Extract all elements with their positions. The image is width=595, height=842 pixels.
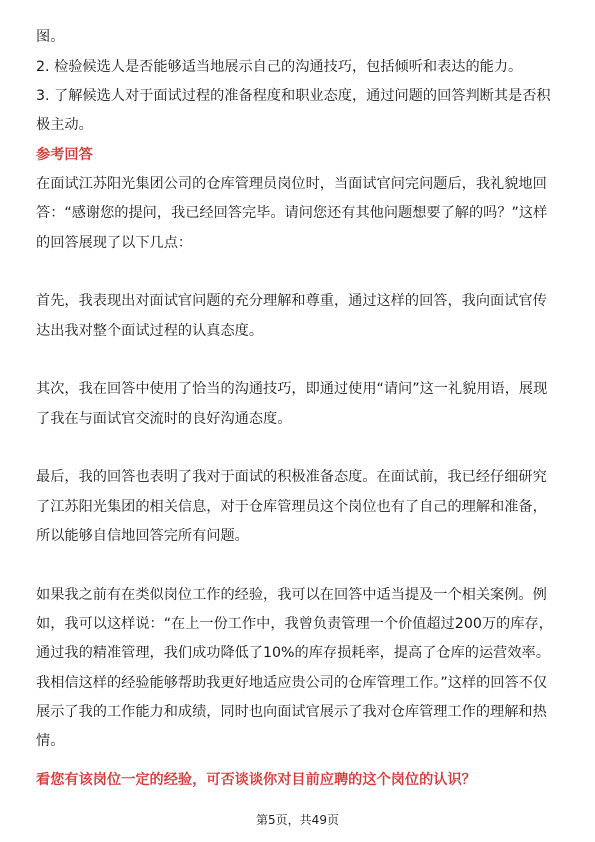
text-line: 2. 检验候选人是否能够适当地展示自己的沟通技巧，包括倾听和表达的能力。 (36, 59, 523, 75)
text-line: 图。 (36, 29, 65, 45)
text-line: 达出我对整个面试过程的认真态度。 (36, 323, 264, 339)
text-line: 如，我可以这样说：“在上一份工作中，我曾负责管理一个价值超过200万的库存， (36, 616, 553, 632)
text-line: 在面试江苏阳光集团公司的仓库管理员岗位时，当面试官问完问题后，我礼貌地回 (36, 176, 547, 192)
text-line: 的回答展现了以下几点： (36, 235, 193, 251)
text-line: 首先，我表现出对面试官问题的充分理解和尊重，通过这样的回答，我向面试官传 (36, 293, 547, 309)
text-line: 最后，我的回答也表明了我对于面试的积极准备态度。在面试前，我已经仔细研究 (36, 469, 547, 485)
text-line: 展示了我的工作能力和成绩，同时也向面试官展示了我对仓库管理工作的理解和热 (36, 704, 547, 720)
next-interview-question: 看您有该岗位一定的经验，可否谈谈你对目前应聘的这个岗位的认识？ (36, 772, 476, 788)
text-line: 了江苏阳光集团的相关信息，对于仓库管理员这个岗位也有了自己的理解和准备， (36, 499, 547, 515)
text-line: 答：“感谢您的提问，我已经回答完毕。请问您还有其他问题想要了解的吗？”这样 (36, 205, 548, 221)
text-line: 其次，我在回答中使用了恰当的沟通技巧，即通过使用“请问”这一礼貌用语，展现 (36, 381, 548, 397)
section-heading-reference-answer: 参考回答 (36, 147, 93, 163)
page-number-footer: 第5页，共49页 (256, 813, 339, 827)
text-line: 极主动。 (36, 117, 93, 133)
text-line: 通过我的精准管理，我们成功降低了10%的库存损耗率，提高了仓库的运营效率。 (36, 645, 550, 661)
text-line: 3. 了解候选人对于面试过程的准备程度和职业态度，通过问题的回答判断其是否积 (36, 88, 551, 104)
text-line: 了我在与面试官交流时的良好沟通态度。 (36, 411, 292, 427)
text-line: 所以能够自信地回答完所有问题。 (36, 528, 249, 544)
text-line: 情。 (36, 733, 65, 749)
text-line: 我相信这样的经验能够帮助我更好地适应贵公司的仓库管理工作。”这样的回答不仅 (36, 675, 548, 691)
text-line: 如果我之前有在类似岗位工作的经验，我可以在回答中适当提及一个相关案例。例 (36, 587, 547, 603)
